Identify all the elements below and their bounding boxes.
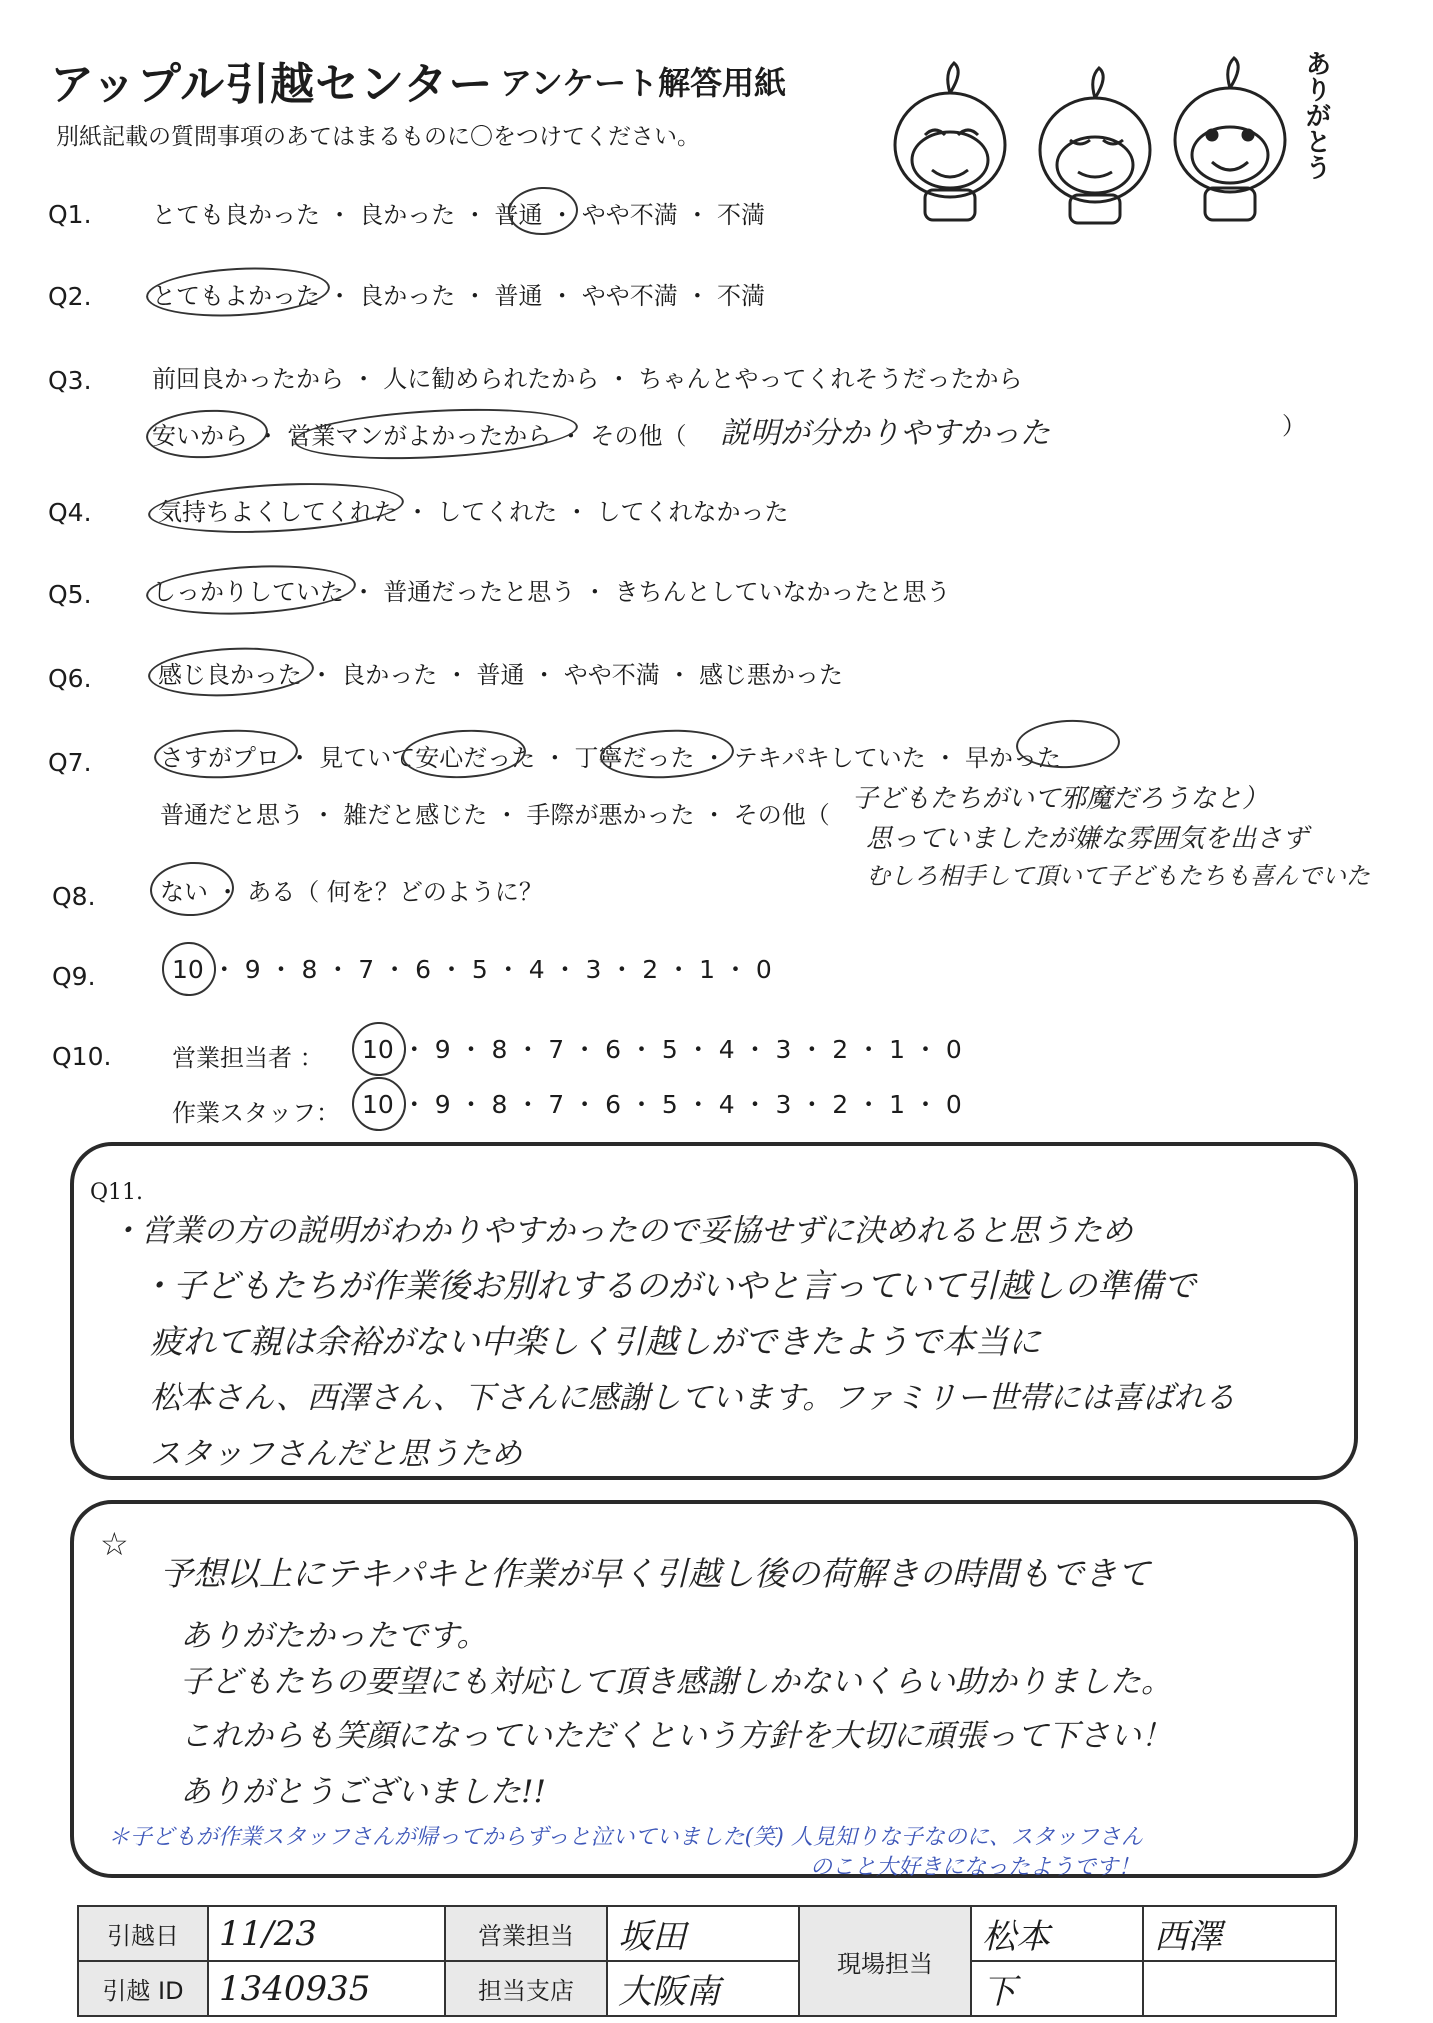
q7-other-answer-2: 思っていましたが嫌な雰囲気を出さず (866, 824, 1309, 854)
q3-answer-circle-1 (145, 407, 269, 461)
site-staff-empty (1143, 1961, 1336, 2016)
site-label: 現場担当 (799, 1906, 971, 2016)
q7-number: Q7. (48, 748, 92, 777)
q2-number: Q2. (48, 282, 92, 311)
q4-options[interactable]: 気持ちよくしてくれた ・ してくれた ・ してくれなかった (158, 498, 789, 526)
q9-scale[interactable]: 10 ・ 9 ・ 8 ・ 7 ・ 6 ・ 5 ・ 4 ・ 3 ・ 2 ・ 1 ・ 0 (172, 955, 772, 984)
q6-number: Q6. (48, 664, 92, 693)
comment-note-1: ＊子どもが作業スタッフさんが帰ってからずっと泣いていました(笑) 人見知りな子なのに、スタッフさん (108, 1825, 1143, 1850)
q8-answer-circle (149, 860, 236, 918)
q11-line-3: 疲れて親は余裕がない中楽しく引越しができたようで本当に (150, 1322, 1041, 1361)
q7-answer-circle-3 (599, 727, 735, 782)
sales-value: 坂田 (607, 1906, 799, 1961)
branch-value: 大阪南 (607, 1961, 799, 2016)
comment-line-3: 子どもたちの要望にも対応して頂き感謝しかないくらい助かりました。 (180, 1664, 1172, 1700)
comment-line-2: ありがたかったです。 (180, 1618, 488, 1654)
q10-sales-label: 営業担当者 ： (172, 1044, 324, 1072)
page-subtitle: アンケート解答用紙 (500, 64, 787, 102)
q10-staff-label: 作業スタッフ： (172, 1099, 340, 1127)
site-staff-2: 西澤 (1143, 1906, 1336, 1961)
q9-number: Q9. (52, 962, 96, 991)
q7-other-answer-3: むしろ相手して頂いて子どもたちも喜んでいた (866, 862, 1370, 890)
move-date-value: 11/23 (208, 1906, 445, 1961)
q11-label: Q11. (90, 1180, 144, 1205)
branch-label: 担当支店 (445, 1961, 607, 2016)
q8-number: Q8. (52, 882, 96, 911)
q3-options-line2[interactable]: 安いから ・ 営業マンがよかったから ・ その他（ (152, 422, 687, 450)
q3-other-answer: 説明が分かりやすかった (720, 416, 1050, 451)
move-date-label: 引越日 (78, 1906, 208, 1961)
q11-line-4: 松本さん、西澤さん、下さんに感謝しています。ファミリー世帯には喜ばれる (150, 1380, 1236, 1416)
q11-line-2: ・子どもたちが作業後お別れするのがいやと言っていて引越しの準備で (140, 1266, 1196, 1305)
site-staff-3: 下 (971, 1961, 1143, 2016)
q7-answer-circle-4 (1015, 717, 1121, 770)
comment-note-2: のこと大好きになったようです！ (810, 1855, 1141, 1880)
q4-answer-circle (147, 477, 405, 538)
comment-line-5: ありがとうございました!! (180, 1774, 546, 1810)
q7-other-answer-1: 子どもたちがいて邪魔だろうなと） (852, 784, 1269, 814)
instruction-text: 別紙記載の質問事項のあてはまるものに〇をつけてください。 (56, 124, 700, 150)
move-id-label: 引越 ID (78, 1961, 208, 2016)
q10-sales-scale[interactable]: 10 ・ 9 ・ 8 ・ 7 ・ 6 ・ 5 ・ 4 ・ 3 ・ 2 ・ 1 ・ 0 (362, 1035, 962, 1064)
sales-label: 営業担当 (445, 1906, 607, 1961)
mascot-illustration (870, 40, 1340, 225)
q8-options[interactable]: ない ・ ある（ 何を？どのように？ (160, 878, 543, 906)
q7-answer-circle-2 (401, 727, 527, 781)
move-id-value: 1340935 (208, 1961, 445, 2016)
q3-close-paren: ） (1282, 412, 1306, 440)
q11-line-1: ・営業の方の説明がわかりやすかったので妥協せずに決めれると思うため (110, 1213, 1133, 1249)
q7-options-line1[interactable]: さすがプロ ・ 見ていて安心だった ・ 丁寧だった ・ テキパキしていた ・ 早かった (160, 744, 1062, 772)
q2-options[interactable]: とてもよかった ・ 良かった ・ 普通 ・ やや不満 ・ 不満 (152, 282, 766, 310)
q10-number: Q10. (52, 1042, 112, 1071)
q5-number: Q5. (48, 580, 92, 609)
thanks-text: ありがとう (1301, 50, 1331, 180)
q5-options[interactable]: しっかりしていた ・ 普通だったと思う ・ きちんとしていなかったと思う (152, 578, 951, 606)
q7-options-line2[interactable]: 普通だと思う ・ 雑だと感じた ・ 手際が悪かった ・ その他（ (160, 801, 830, 829)
q11-line-5: スタッフさんだと思うため (150, 1436, 522, 1472)
q10-staff-scale[interactable]: 10 ・ 9 ・ 8 ・ 7 ・ 6 ・ 5 ・ 4 ・ 3 ・ 2 ・ 1 ・ 0 (362, 1090, 962, 1119)
q7-answer-circle-1 (153, 726, 299, 781)
comment-line-4: これからも笑顔になっていただくという方針を大切に頑張って下さい！ (180, 1718, 1172, 1754)
q3-number: Q3. (48, 366, 92, 395)
comment-line-1: 予想以上にテキパキと作業が早く引越し後の荷解きの時間もできて (160, 1554, 1150, 1593)
site-staff-1: 松本 (971, 1906, 1143, 1961)
q2-answer-circle (145, 263, 331, 321)
info-table (77, 1905, 1337, 2017)
page-title: アップル引越センター (50, 59, 494, 110)
q1-number: Q1. (48, 200, 92, 229)
q6-options[interactable]: 感じ良かった ・ 良かった ・ 普通 ・ やや不満 ・ 感じ悪かった (158, 661, 844, 689)
q5-answer-circle (145, 561, 357, 620)
q1-options[interactable]: とても良かった ・ 良かった ・ 普通 ・ やや不満 ・ 不満 (152, 201, 766, 229)
star-mark: ☆ (100, 1525, 129, 1563)
q4-number: Q4. (48, 498, 92, 527)
q6-answer-circle (147, 644, 315, 701)
q3-answer-circle-2 (293, 403, 579, 466)
q3-options-line1[interactable]: 前回良かったから ・ 人に勧められたから ・ ちゃんとやってくれそうだったから (152, 365, 1023, 393)
